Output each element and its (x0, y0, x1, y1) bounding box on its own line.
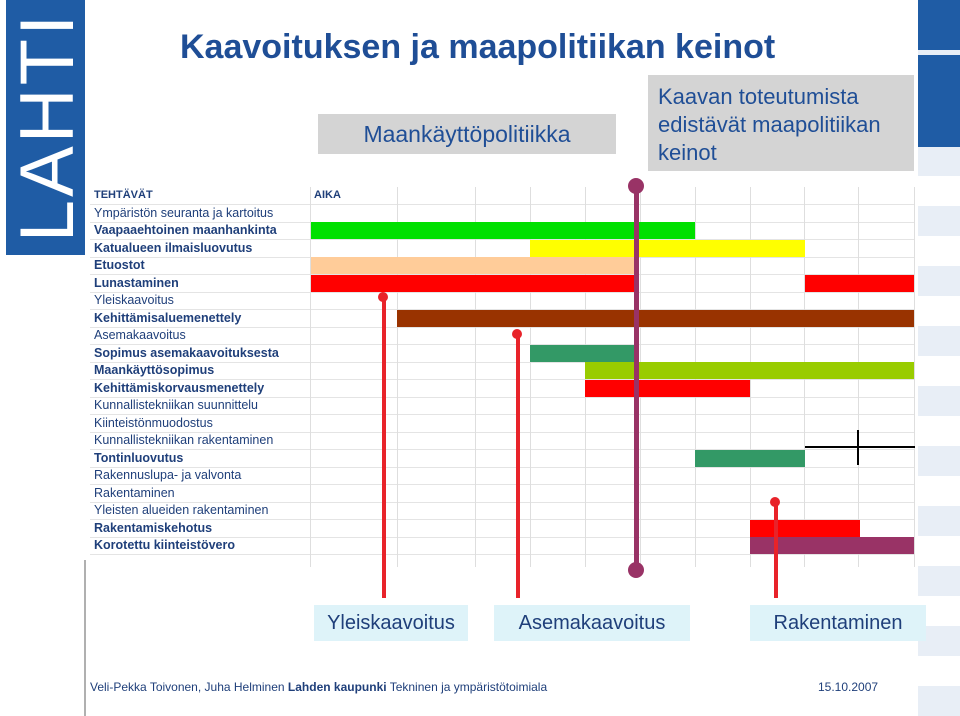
lahti-logo (5, 0, 90, 255)
task-row (90, 327, 914, 345)
logo-text: LAHTI (5, 11, 90, 243)
timeline-bar (311, 257, 635, 274)
phase-line-yleiskaavoitus (382, 298, 386, 598)
kaavan-line-3: keinot (658, 140, 717, 165)
aika-header: AIKA (314, 189, 341, 201)
footer-dept: Tekninen ja ympäristötoimiala (386, 680, 548, 694)
right-decoration-bar-2 (918, 55, 960, 147)
task-row (90, 415, 914, 433)
footer-authors: Veli-Pekka Toivonen, Juha Helminen (90, 680, 288, 694)
task-label: Asemakaavoitus (94, 328, 186, 342)
grid-column-line (475, 187, 476, 567)
stage-asemakaavoitus: Asemakaavoitus (494, 605, 690, 641)
timeline-bar (805, 275, 914, 292)
timeline-bar (750, 520, 860, 537)
task-label: Rakentamiskehotus (94, 520, 213, 535)
task-label: Kiinteistönmuodostus (94, 415, 213, 430)
timeline-bar (695, 450, 805, 467)
task-label: Kehittämisaluemenettely (94, 310, 242, 325)
task-label: Kunnallistekniikan rakentaminen (94, 433, 274, 447)
task-label: Yleisten alueiden rakentaminen (94, 503, 269, 517)
task-label: Yleiskaavoitus (94, 293, 174, 307)
phase-line-asemakaavoitus (516, 335, 520, 598)
task-row (90, 467, 914, 485)
task-row (90, 205, 914, 223)
phase-dot-asemakaavoitus (512, 329, 522, 339)
kaavan-toteutumista-box (648, 75, 914, 171)
stage-rakentaminen: Rakentaminen (750, 605, 926, 641)
task-label: Maankäyttösopimus (94, 363, 215, 377)
left-divider (84, 560, 86, 716)
task-label: Rakennuslupa- ja valvonta (94, 468, 242, 482)
timeline-bar (311, 275, 635, 292)
marker-horizontal (805, 446, 915, 448)
footer-credit (90, 680, 547, 694)
task-row (90, 292, 914, 310)
task-label: Rakentaminen (94, 485, 175, 500)
phase-dot-yleiskaavoitus (378, 292, 388, 302)
timeline-bar (530, 240, 805, 257)
task-label: Katualueen ilmaisluovutus (94, 240, 253, 255)
task-row (90, 397, 914, 415)
stage-yleiskaavoitus: Yleiskaavoitus (314, 605, 468, 641)
grid-column-line (914, 187, 915, 567)
timeline-bar (530, 345, 635, 362)
phase-dot-purple-top (628, 178, 644, 194)
right-decoration-bar (918, 0, 960, 50)
task-label: Vaapaaehtoinen maanhankinta (94, 223, 277, 237)
grid-column-line (397, 187, 398, 567)
task-label: Lunastaminen (94, 275, 179, 290)
header-row (90, 187, 914, 205)
timeline-bar (397, 310, 914, 327)
grid-column-line (310, 187, 311, 567)
maankayttopolitiikka-box: Maankäyttöpolitiikka (318, 114, 616, 154)
task-label: Etuostot (94, 258, 145, 272)
tehtavat-header: TEHTÄVÄT (94, 189, 153, 201)
kaavan-line-2: edistävät maapolitiikan (658, 112, 881, 137)
footer-org: Lahden kaupunki (287, 680, 387, 694)
phase-line-purple (634, 186, 639, 570)
task-label: Sopimus asemakaavoituksesta (94, 345, 279, 360)
task-label: Kunnallistekniikan suunnittelu (94, 398, 258, 412)
task-row (90, 345, 914, 363)
task-row (90, 502, 914, 520)
task-label: Korotettu kiinteistövero (94, 538, 235, 552)
footer-date: 15.10.2007 (818, 680, 879, 694)
task-row (90, 432, 914, 450)
phase-dot-rakentaminen (770, 497, 780, 507)
task-label: Kehittämiskorvausmenettely (94, 380, 265, 395)
phase-line-rakentaminen (774, 503, 778, 598)
task-label: Ympäristön seuranta ja kartoitus (94, 205, 274, 220)
timeline-bar (585, 380, 750, 397)
phase-dot-purple-bottom (628, 562, 644, 578)
page-title: Kaavoituksen ja maapolitiikan keinot (180, 28, 776, 66)
kaavan-line-1: Kaavan toteutumista (658, 84, 859, 109)
task-label: Tontinluovutus (94, 450, 184, 465)
task-row (90, 380, 914, 398)
task-row (90, 485, 914, 503)
